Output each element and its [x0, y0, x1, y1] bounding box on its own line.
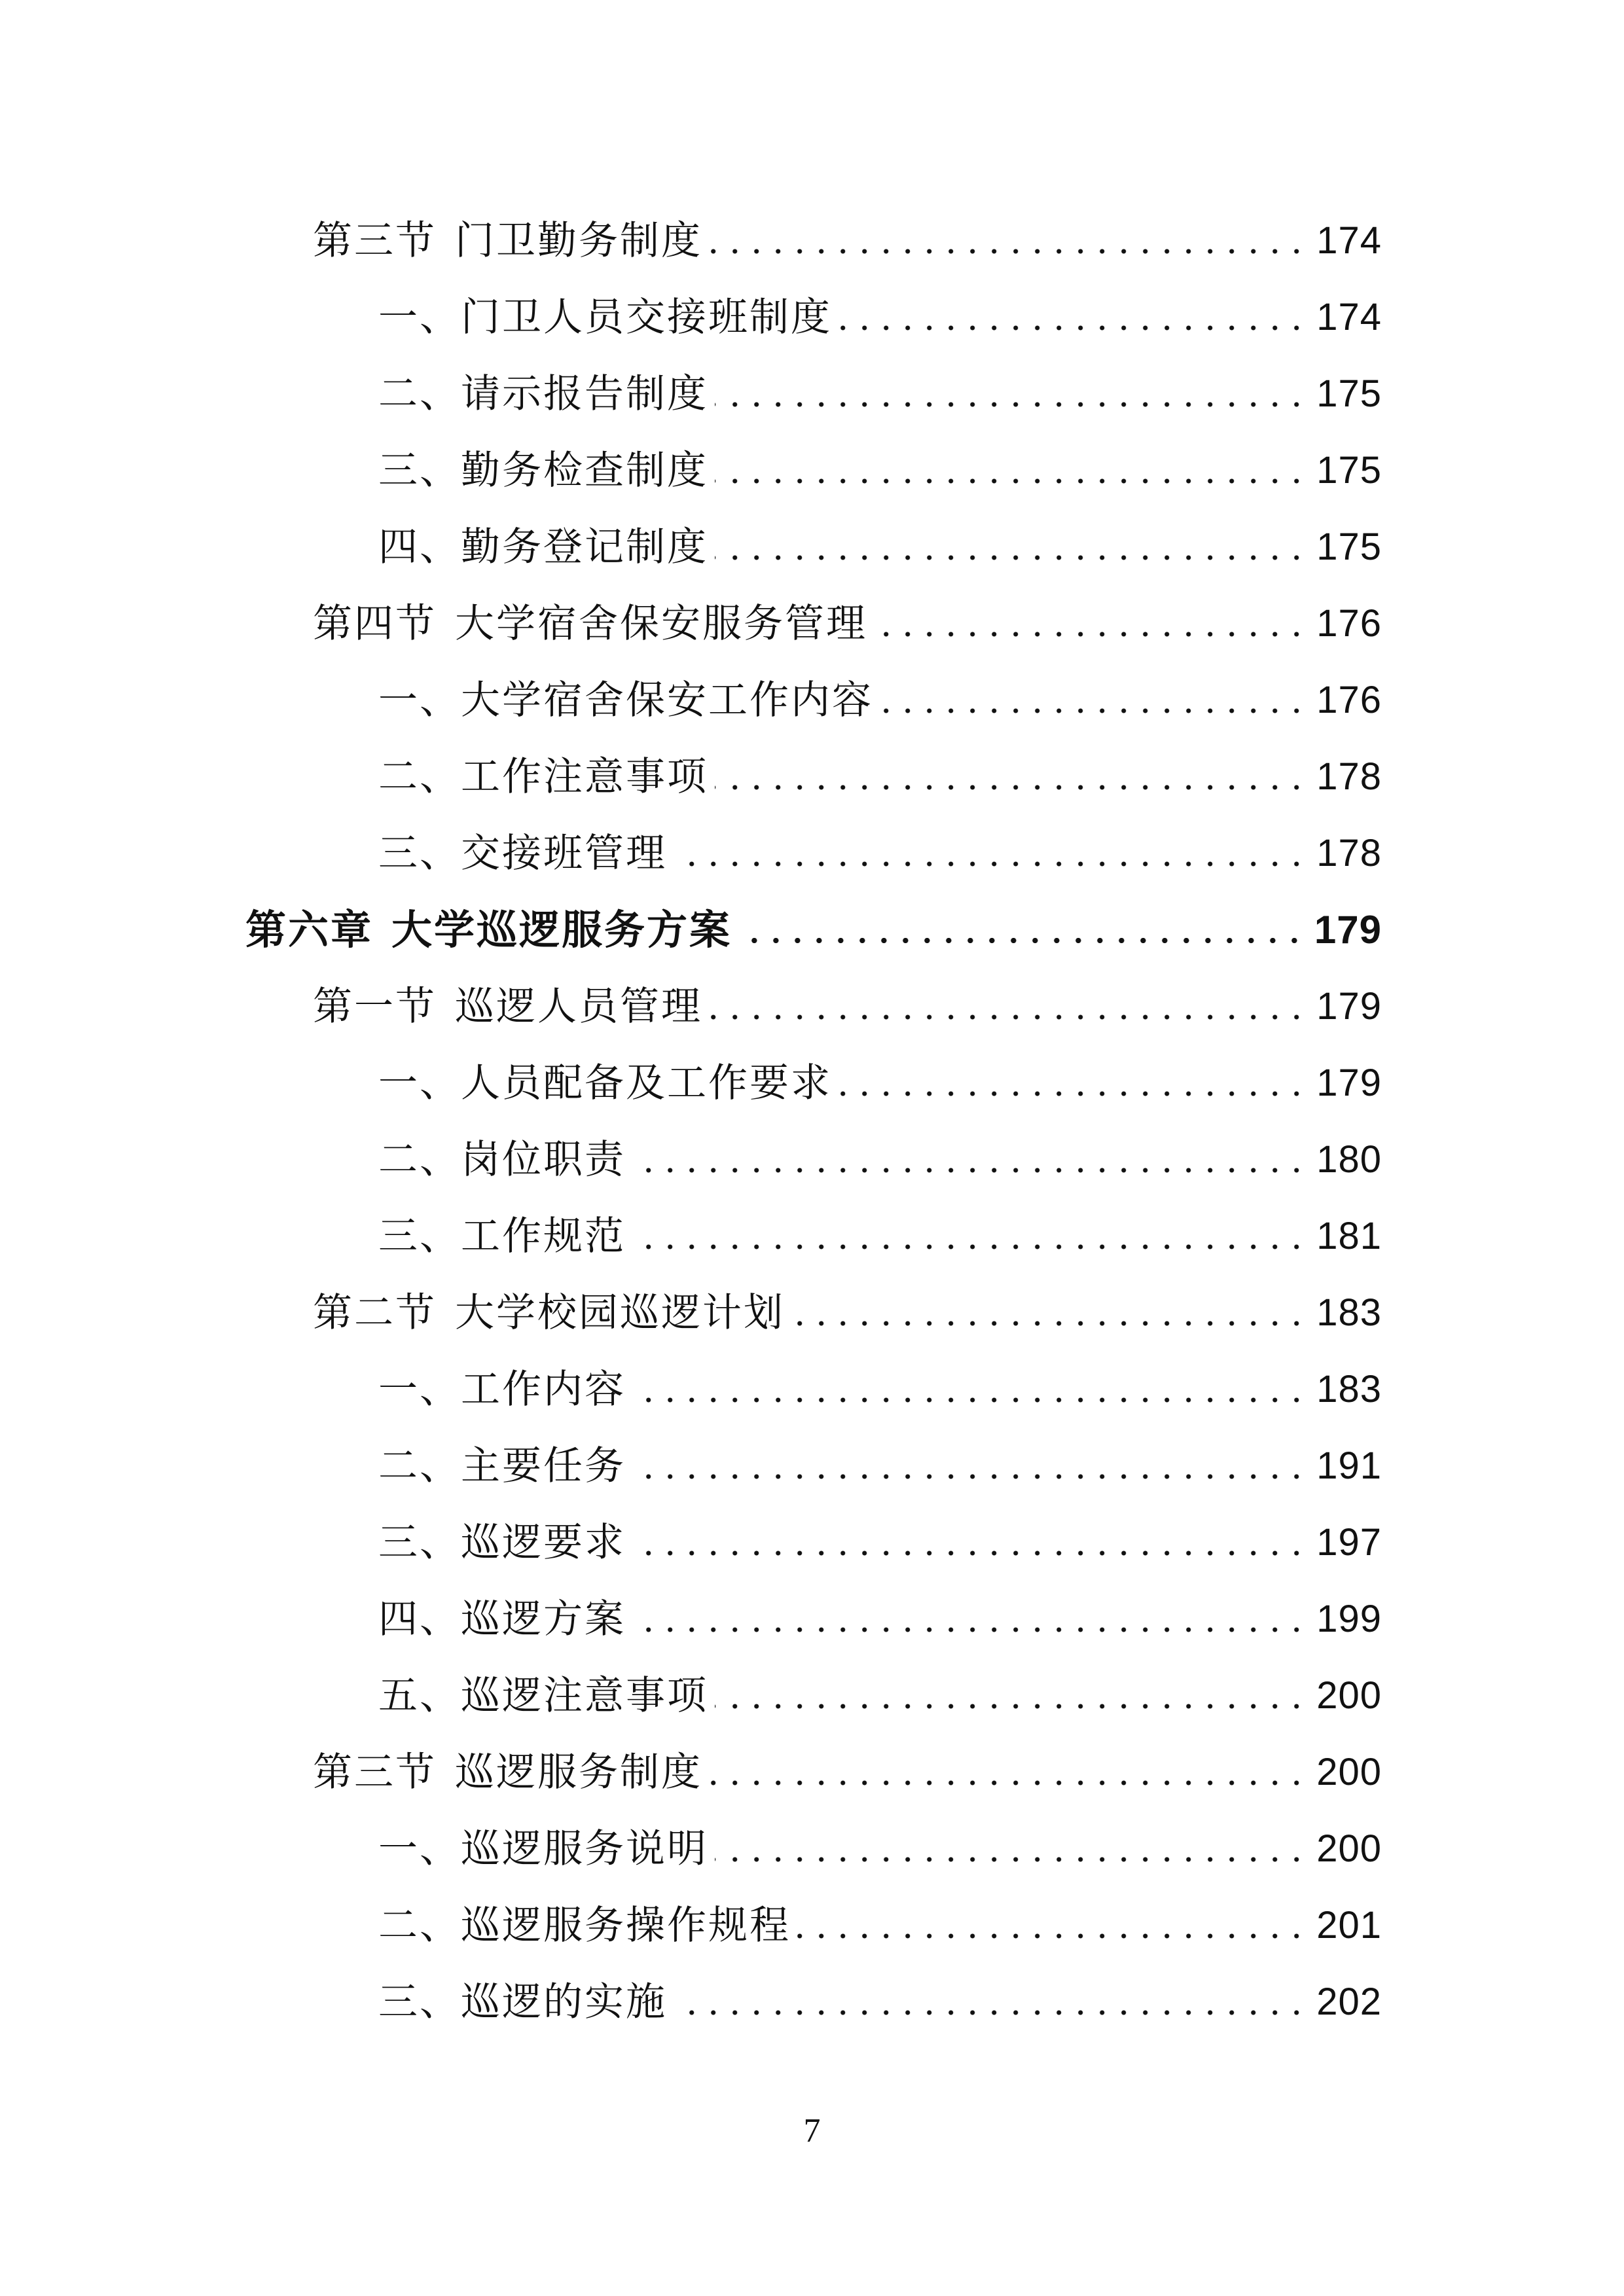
- toc-entry-item[interactable]: [378, 821, 1382, 886]
- toc-entry-title: 门卫人员交接班制度: [461, 295, 832, 340]
- dot-leader: [632, 1127, 1307, 1193]
- dot-leader: [715, 1663, 1307, 1729]
- toc-entry-item[interactable]: [378, 1127, 1382, 1193]
- toc-entry-text: [378, 285, 832, 350]
- dot-leader: [632, 1357, 1307, 1422]
- toc-entry-page-number: 175: [1316, 372, 1382, 415]
- toc-entry-text: [378, 1357, 626, 1422]
- toc-entry-page-number: 183: [1316, 1368, 1382, 1410]
- toc-entry-title: 巡逻注意事项: [461, 1673, 708, 1719]
- toc-entry-chapter[interactable]: [245, 897, 1382, 963]
- toc-entry-item[interactable]: [378, 1510, 1382, 1575]
- toc-entry-title: 工作内容: [461, 1367, 626, 1412]
- toc-entry-title: 勤务登记制度: [461, 524, 708, 570]
- page-number: 7: [803, 2112, 821, 2149]
- toc-entry-page-number: 179: [1316, 1062, 1382, 1104]
- dot-leader: [715, 438, 1307, 503]
- toc-entry-text: [378, 361, 708, 427]
- dot-leader: [674, 821, 1307, 886]
- toc-entry-text: [378, 1204, 626, 1269]
- dot-leader: [709, 1740, 1307, 1805]
- toc-entry-page-number: 175: [1316, 526, 1382, 568]
- toc-entry-number: 二、: [378, 1137, 461, 1183]
- toc-entry-number: 第三节: [313, 218, 437, 264]
- toc-entry-item[interactable]: [378, 1050, 1382, 1116]
- dot-leader: [715, 514, 1307, 580]
- dot-leader: [632, 1433, 1307, 1499]
- toc-entry-title: 交接班管理: [461, 831, 667, 876]
- toc-entry-number: 一、: [378, 1060, 461, 1106]
- toc-entry-item[interactable]: [378, 1663, 1382, 1729]
- dot-leader: [632, 1587, 1307, 1652]
- toc-entry-page-number: 200: [1316, 1827, 1382, 1870]
- toc-entry-number: 第六章: [245, 906, 374, 954]
- toc-entry-number: 二、: [378, 754, 461, 800]
- dot-leader: [797, 1893, 1307, 1958]
- toc-entry-page-number: 197: [1316, 1521, 1382, 1564]
- toc-entry-page-number: 202: [1316, 1981, 1382, 2023]
- toc-entry-title: 门卫勤务制度: [455, 218, 702, 264]
- toc-entry-title: 巡逻服务制度: [455, 1749, 702, 1795]
- dot-leader: [709, 208, 1307, 274]
- toc-entry-number: 五、: [378, 1673, 461, 1719]
- toc-entry-page-number: 201: [1316, 1904, 1382, 1946]
- dot-leader: [632, 1204, 1307, 1269]
- toc-entry-item[interactable]: [378, 668, 1382, 733]
- toc-entry-page-number: 179: [1316, 985, 1382, 1028]
- toc-entry-item[interactable]: [378, 285, 1382, 350]
- toc-entry-number: 三、: [378, 1979, 461, 2025]
- toc-entry-text: [378, 1050, 832, 1116]
- toc-entry-item[interactable]: [378, 1816, 1382, 1882]
- toc-entry-title: 请示报告制度: [461, 371, 708, 417]
- toc-entry-text: [313, 208, 702, 274]
- toc-entry-item[interactable]: [378, 361, 1382, 427]
- toc-entry-number: 一、: [378, 1826, 461, 1872]
- dot-leader: [839, 1050, 1307, 1116]
- toc-entry-title: 大学校园巡逻计划: [455, 1290, 785, 1336]
- toc-entry-title: 巡逻要求: [461, 1520, 626, 1566]
- toc-entry-section[interactable]: [313, 974, 1382, 1039]
- toc-entry-number: 四、: [378, 524, 461, 570]
- toc-entry-text: [378, 668, 873, 733]
- toc-entry-title: 勤务检查制度: [461, 448, 708, 493]
- toc-entry-item[interactable]: [378, 744, 1382, 810]
- toc-entry-page-number: 178: [1316, 755, 1382, 798]
- toc-entry-text: [378, 514, 708, 580]
- toc-entry-number: 二、: [378, 371, 461, 417]
- toc-entry-text: [378, 744, 708, 810]
- toc-entry-number: 第一节: [313, 984, 437, 1030]
- toc-entry-item[interactable]: [378, 1587, 1382, 1652]
- dot-leader: [715, 1816, 1307, 1882]
- toc-entry-text: [378, 1969, 667, 2035]
- toc-entry-title: 工作规范: [461, 1213, 626, 1259]
- toc-entry-page-number: 199: [1316, 1598, 1382, 1640]
- toc-entry-title: 巡逻服务操作规程: [461, 1903, 791, 1948]
- toc-entry-title: 巡逻人员管理: [455, 984, 702, 1030]
- toc-entry-section[interactable]: [313, 591, 1382, 656]
- toc-entry-item[interactable]: [378, 514, 1382, 580]
- toc-entry-page-number: 183: [1316, 1291, 1382, 1334]
- toc-entry-number: 一、: [378, 295, 461, 340]
- toc-entry-number: 第四节: [313, 601, 437, 647]
- toc-entry-title: 巡逻的实施: [461, 1979, 667, 2025]
- dot-leader: [880, 668, 1307, 733]
- toc-entry-page-number: 175: [1316, 449, 1382, 492]
- toc-entry-number: 一、: [378, 677, 461, 723]
- toc-entry-text: [378, 438, 708, 503]
- toc-entry-text: [313, 1280, 785, 1346]
- toc-entry-title: 岗位职责: [461, 1137, 626, 1183]
- dot-leader: [632, 1510, 1307, 1575]
- toc-entry-page-number: 181: [1316, 1215, 1382, 1257]
- toc-entry-text: [378, 1663, 708, 1729]
- dot-leader: [674, 1969, 1307, 2035]
- dot-leader: [709, 974, 1307, 1039]
- toc-entry-text: [378, 1433, 626, 1499]
- toc-entry-page-number: 179: [1314, 908, 1382, 952]
- toc-entry-title: 大学宿舍保安服务管理: [455, 601, 867, 647]
- toc-entry-title: 工作注意事项: [461, 754, 708, 800]
- toc-entry-text: [313, 1740, 702, 1805]
- toc-entry-page-number: 200: [1316, 1751, 1382, 1793]
- toc-entry-title: 人员配备及工作要求: [461, 1060, 832, 1106]
- toc-entry-number: 三、: [378, 831, 461, 876]
- toc-entry-item[interactable]: [378, 1893, 1382, 1958]
- toc-entry-item[interactable]: [378, 1433, 1382, 1499]
- toc-entry-text: [313, 591, 867, 656]
- toc-entry-page-number: 180: [1316, 1138, 1382, 1181]
- toc-entry-page-number: 191: [1316, 1444, 1382, 1487]
- toc-entry-text: [378, 1816, 708, 1882]
- dot-leader: [839, 285, 1307, 350]
- toc-entry-item[interactable]: [378, 1357, 1382, 1422]
- dot-leader: [738, 897, 1305, 963]
- toc-entry-number: 三、: [378, 448, 461, 493]
- toc-entry-title: 巡逻服务说明: [461, 1826, 708, 1872]
- toc-entry-title: 大学宿舍保安工作内容: [461, 677, 873, 723]
- toc-entry-title: 大学巡逻服务方案: [391, 906, 732, 954]
- toc-entry-page-number: 178: [1316, 832, 1382, 874]
- toc-entry-number: 三、: [378, 1213, 461, 1259]
- toc-entry-text: [245, 897, 732, 963]
- dot-leader: [791, 1280, 1307, 1346]
- toc-entry-page-number: 174: [1316, 219, 1382, 262]
- toc-entry-text: [378, 1510, 626, 1575]
- toc-entry-number: 二、: [378, 1903, 461, 1948]
- toc-entry-page-number: 200: [1316, 1674, 1382, 1717]
- toc-entry-title: 主要任务: [461, 1443, 626, 1489]
- toc-entry-item[interactable]: [378, 438, 1382, 503]
- toc-entry-number: 第三节: [313, 1749, 437, 1795]
- toc-entry-text: [313, 974, 702, 1039]
- toc-entry-page-number: 176: [1316, 602, 1382, 645]
- toc-entry-section[interactable]: [313, 1740, 1382, 1805]
- dot-leader: [874, 591, 1307, 656]
- toc-entry-text: [378, 1587, 626, 1652]
- toc-entry-number: 四、: [378, 1596, 461, 1642]
- toc-entry-item[interactable]: [378, 1969, 1382, 2035]
- toc-entry-text: [378, 1127, 626, 1193]
- toc-entry-section[interactable]: [313, 208, 1382, 274]
- toc-entry-page-number: 176: [1316, 679, 1382, 721]
- toc-entry-text: [378, 1893, 791, 1958]
- toc-entry-title: 巡逻方案: [461, 1596, 626, 1642]
- dot-leader: [715, 744, 1307, 810]
- toc-entry-number: 一、: [378, 1367, 461, 1412]
- toc-entry-number: 三、: [378, 1520, 461, 1566]
- dot-leader: [715, 361, 1307, 427]
- toc-entry-page-number: 174: [1316, 296, 1382, 338]
- toc-entry-number: 第二节: [313, 1290, 437, 1336]
- toc-entry-text: [378, 821, 667, 886]
- toc-entry-item[interactable]: [378, 1204, 1382, 1269]
- toc-entry-number: 二、: [378, 1443, 461, 1489]
- toc-entry-section[interactable]: [313, 1280, 1382, 1346]
